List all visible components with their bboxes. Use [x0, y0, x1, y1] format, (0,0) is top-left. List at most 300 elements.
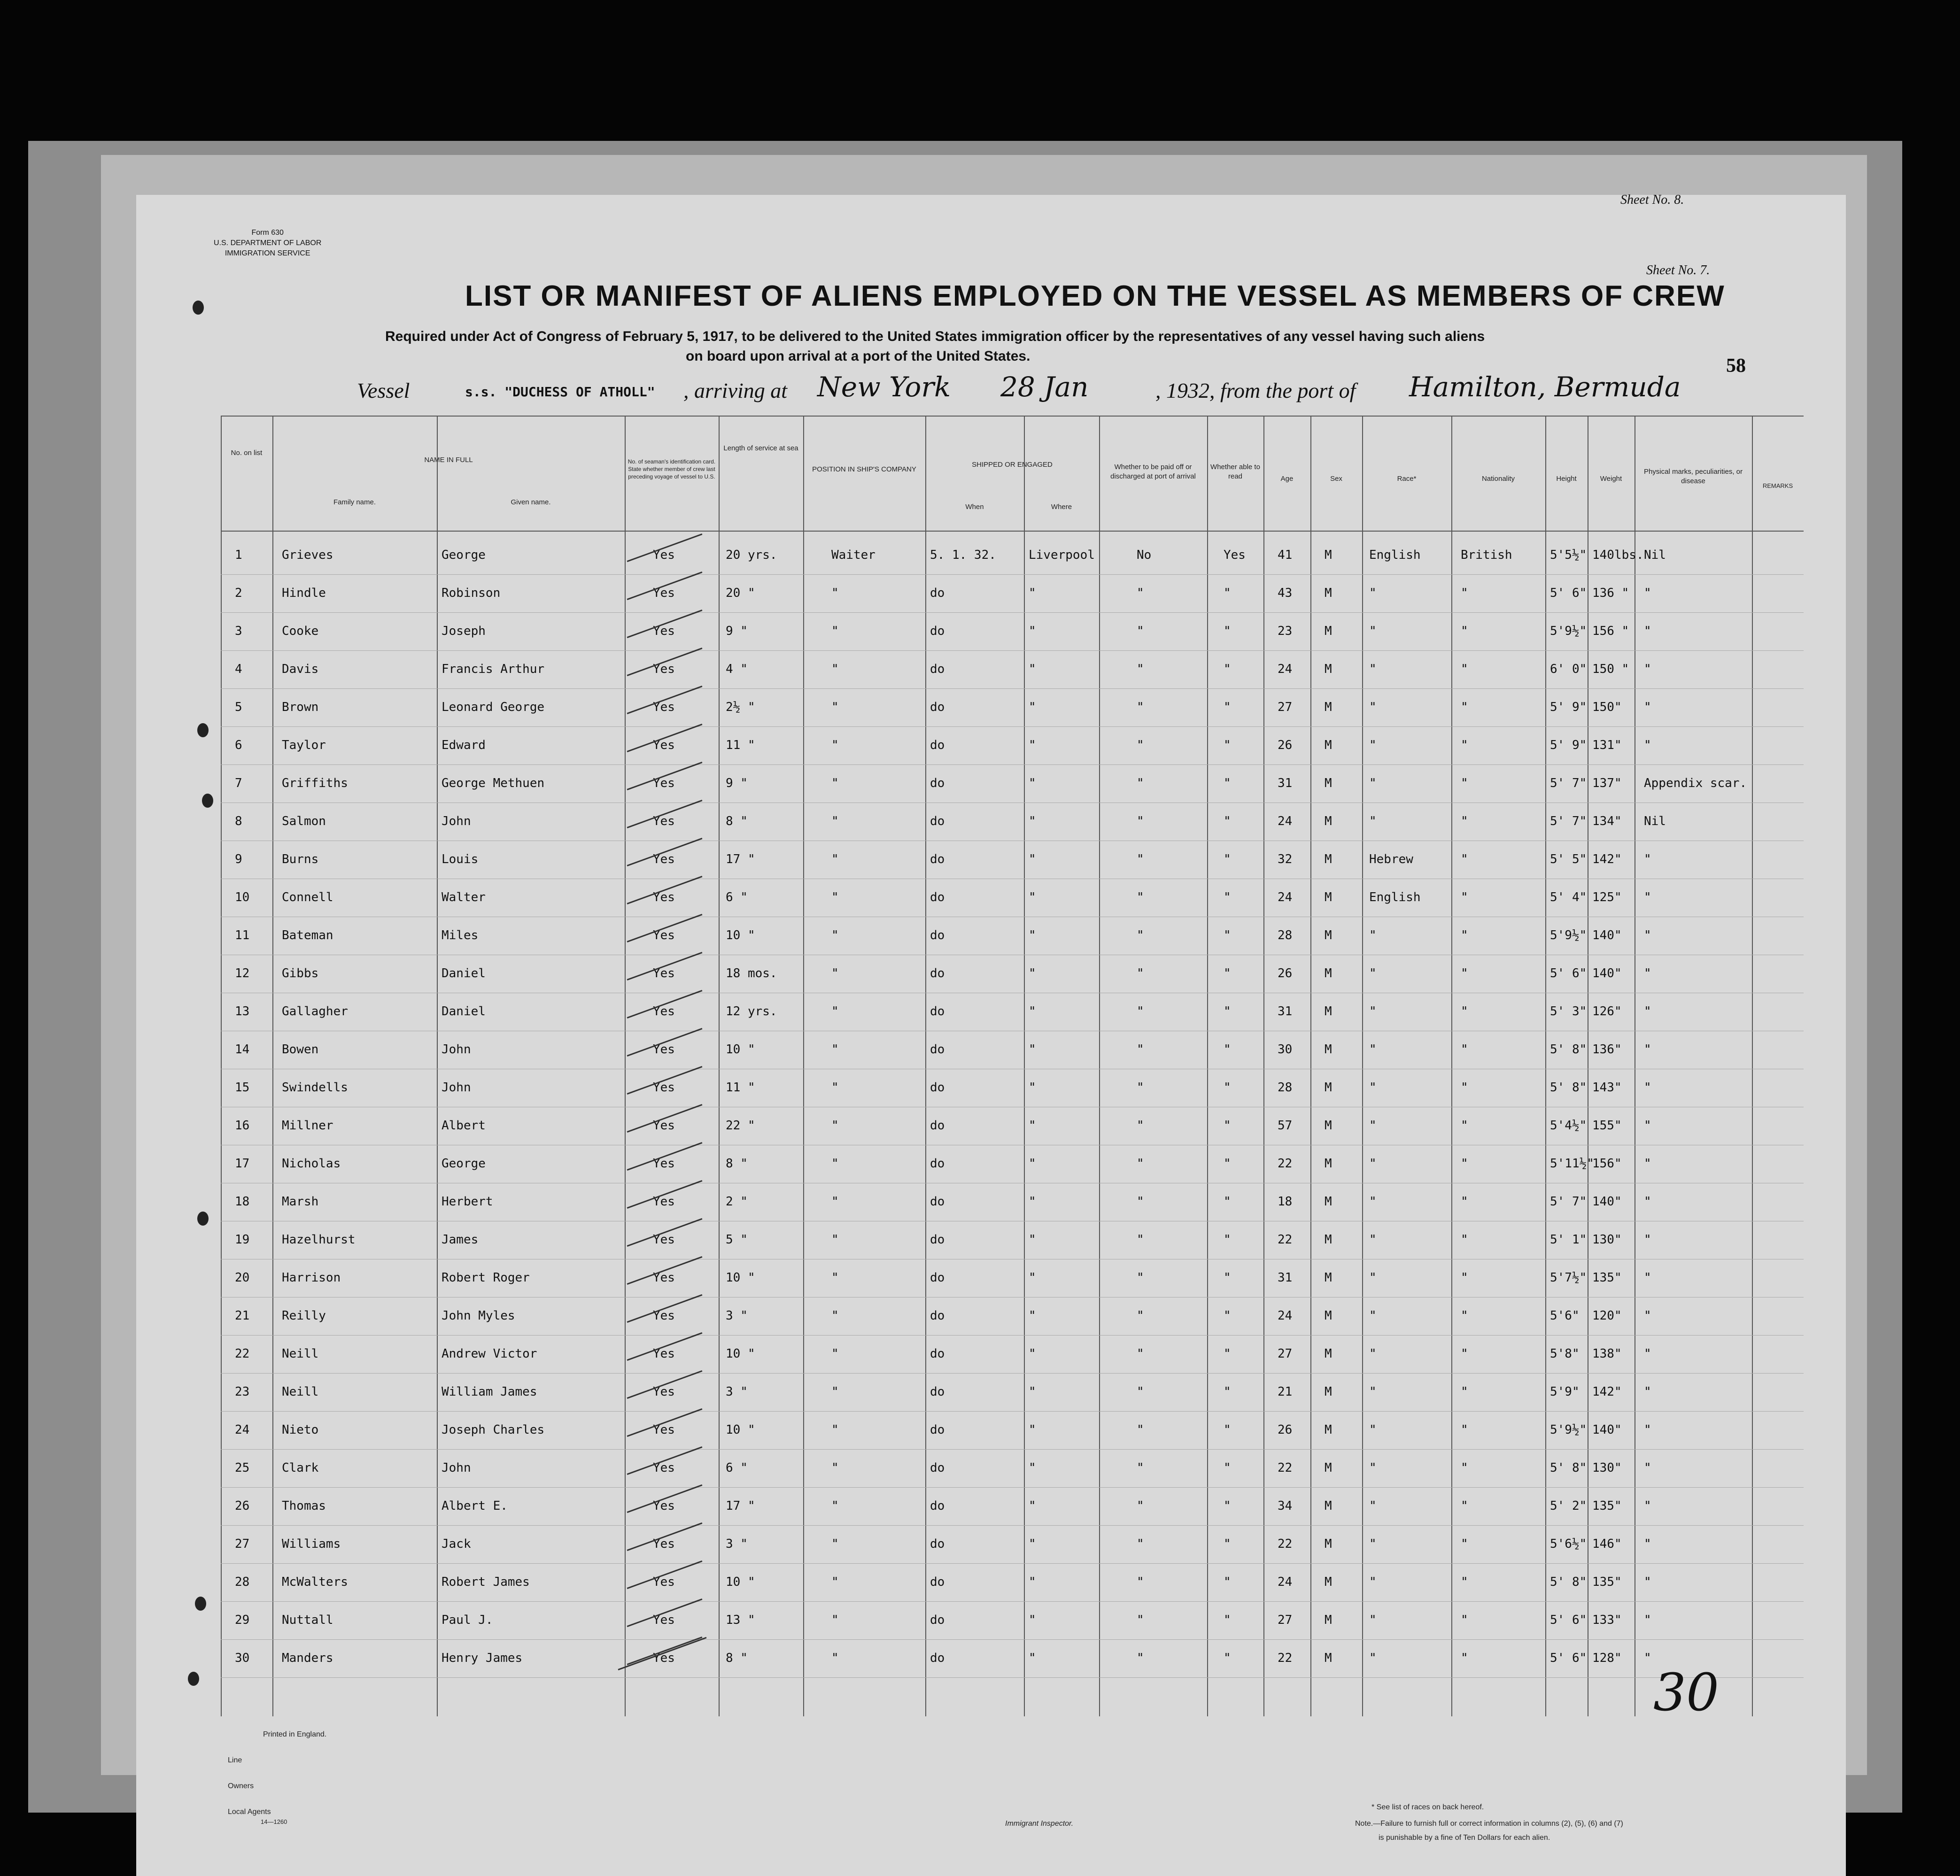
cell-sex: M: [1325, 1347, 1332, 1361]
header-no-on-list: No. on list: [231, 449, 263, 457]
cell-row-number: 5: [235, 700, 242, 714]
cell-length-of-service: 6 ": [726, 890, 748, 904]
cell-physical-marks: ": [1644, 1042, 1651, 1057]
cell-physical-marks: ": [1644, 586, 1651, 600]
binder-hole: [197, 1212, 209, 1226]
table-row: [221, 614, 1804, 651]
row-rule: [221, 1677, 1804, 1678]
cell-nationality: ": [1461, 1537, 1468, 1551]
cell-shipped-when: do: [930, 700, 945, 714]
cell-length-of-service: 18 mos.: [726, 966, 777, 980]
cell-sex: M: [1325, 1233, 1332, 1247]
cell-prior-voyage: Yes: [653, 1195, 675, 1209]
cell-position: ": [831, 1081, 839, 1095]
cell-physical-marks: ": [1644, 1347, 1651, 1361]
table-row: [221, 1413, 1804, 1450]
header-nationality: Nationality: [1481, 475, 1515, 483]
cell-family-name: Clark: [282, 1461, 319, 1475]
cell-weight: 133": [1592, 1613, 1622, 1627]
cell-shipped-when: do: [930, 1461, 945, 1475]
cell-shipped-when: do: [930, 1195, 945, 1209]
cell-family-name: Millner: [282, 1119, 333, 1133]
cell-position: ": [831, 1385, 839, 1399]
cell-height: 5'4½": [1550, 1119, 1587, 1133]
cell-shipped-where: Liverpool: [1029, 548, 1095, 562]
cell-weight: 130": [1592, 1233, 1622, 1247]
cell-row-number: 15: [235, 1081, 250, 1095]
cell-able-to-read: ": [1224, 1347, 1231, 1361]
cell-race: ": [1369, 1613, 1377, 1627]
cell-length-of-service: 10 ": [726, 1423, 755, 1437]
cell-age: 34: [1278, 1499, 1293, 1513]
cell-shipped-when: do: [930, 1081, 945, 1095]
inspector-label: Immigrant Inspector.: [1005, 1820, 1074, 1828]
header-sex: Sex: [1330, 475, 1342, 483]
header-where: Where: [1051, 503, 1072, 511]
cell-row-number: 14: [235, 1042, 250, 1057]
cell-age: 24: [1278, 1575, 1293, 1589]
header-length-of-service: Length of service at sea: [723, 444, 798, 452]
cell-physical-marks: ": [1644, 1081, 1651, 1095]
row-rule: [221, 1563, 1804, 1564]
cell-sex: M: [1325, 1385, 1332, 1399]
table-row: [221, 1108, 1804, 1146]
cell-shipped-where: ": [1029, 1004, 1036, 1019]
header-shipped-engaged: SHIPPED OR ENGAGED: [972, 461, 1053, 469]
cell-shipped-when: do: [930, 928, 945, 942]
cell-nationality: ": [1461, 852, 1468, 866]
cell-physical-marks: Nil: [1644, 814, 1666, 828]
cell-shipped-where: ": [1029, 928, 1036, 942]
cell-length-of-service: 10 ": [726, 1347, 755, 1361]
cell-able-to-read: ": [1224, 1423, 1231, 1437]
cell-height: 5' 7": [1550, 1195, 1587, 1209]
service: IMMIGRATION SERVICE: [225, 249, 310, 257]
cell-row-number: 6: [235, 738, 242, 752]
cell-position: ": [831, 1537, 839, 1551]
cell-sex: M: [1325, 1271, 1332, 1285]
cell-position: ": [831, 624, 839, 638]
cell-race: ": [1369, 624, 1377, 638]
cell-race: ": [1369, 1042, 1377, 1057]
cell-height: 5'9½": [1550, 624, 1587, 638]
cell-height: 5' 6": [1550, 1613, 1587, 1627]
table-row: [221, 880, 1804, 918]
cell-family-name: Grieves: [282, 548, 333, 562]
cell-row-number: 12: [235, 966, 250, 980]
cell-position: ": [831, 890, 839, 904]
table-row: [221, 918, 1804, 956]
cell-nationality: ": [1461, 814, 1468, 828]
cell-shipped-where: ": [1029, 1461, 1036, 1475]
cell-given-name: Edward: [442, 738, 486, 752]
cell-age: 24: [1278, 890, 1293, 904]
cell-weight: 135": [1592, 1499, 1622, 1513]
cell-nationality: ": [1461, 1613, 1468, 1627]
cell-given-name: Robert James: [442, 1575, 530, 1589]
cell-length-of-service: 20 yrs.: [726, 548, 777, 562]
cell-physical-marks: ": [1644, 1233, 1651, 1247]
cell-shipped-when: do: [930, 1347, 945, 1361]
cell-given-name: George: [442, 548, 486, 562]
page-number: 58: [1726, 355, 1746, 377]
cell-family-name: Williams: [282, 1537, 341, 1551]
cell-position: ": [831, 1119, 839, 1133]
cell-paid-off: ": [1137, 852, 1144, 866]
cell-prior-voyage: Yes: [653, 1385, 675, 1399]
cell-family-name: Burns: [282, 852, 319, 866]
cell-sex: M: [1325, 1499, 1332, 1513]
cell-physical-marks: ": [1644, 966, 1651, 980]
cell-position: Waiter: [831, 548, 875, 562]
table-row: [221, 1032, 1804, 1070]
line-label: Line: [228, 1756, 242, 1764]
cell-sex: M: [1325, 890, 1332, 904]
cell-nationality: ": [1461, 776, 1468, 790]
cell-shipped-where: ": [1029, 814, 1036, 828]
cell-sex: M: [1325, 966, 1332, 980]
cell-nationality: ": [1461, 1233, 1468, 1247]
cell-row-number: 8: [235, 814, 242, 828]
cell-prior-voyage: Yes: [653, 814, 675, 828]
cell-able-to-read: ": [1224, 1537, 1231, 1551]
cell-shipped-when: do: [930, 1157, 945, 1171]
cell-race: ": [1369, 928, 1377, 942]
cell-family-name: Swindells: [282, 1081, 348, 1095]
cell-given-name: William James: [442, 1385, 537, 1399]
cell-row-number: 22: [235, 1347, 250, 1361]
cell-length-of-service: 10 ": [726, 928, 755, 942]
cell-physical-marks: Nil: [1644, 548, 1666, 562]
cell-position: ": [831, 700, 839, 714]
cell-shipped-when: 5. 1. 32.: [930, 548, 996, 562]
cell-sex: M: [1325, 1423, 1332, 1437]
table-row: [221, 804, 1804, 841]
row-rule: [221, 726, 1804, 727]
cell-prior-voyage: Yes: [653, 928, 675, 942]
cell-nationality: ": [1461, 966, 1468, 980]
year-label: , 1932, from the port of: [1155, 378, 1356, 402]
cell-height: 5' 8": [1550, 1081, 1587, 1095]
cell-able-to-read: ": [1224, 1575, 1231, 1589]
cell-age: 43: [1278, 586, 1293, 600]
cell-position: ": [831, 1423, 839, 1437]
table-row: [221, 842, 1804, 880]
cell-able-to-read: ": [1224, 586, 1231, 600]
cell-shipped-when: do: [930, 1271, 945, 1285]
cell-row-number: 25: [235, 1461, 250, 1475]
cell-height: 5'5½": [1550, 548, 1587, 562]
cell-paid-off: ": [1137, 966, 1144, 980]
cell-race: ": [1369, 1461, 1377, 1475]
cell-given-name: Albert E.: [442, 1499, 508, 1513]
cell-given-name: Albert: [442, 1119, 486, 1133]
cell-able-to-read: ": [1224, 1271, 1231, 1285]
cell-sex: M: [1325, 814, 1332, 828]
cell-shipped-when: do: [930, 1119, 945, 1133]
cell-prior-voyage: Yes: [653, 1157, 675, 1171]
cell-prior-voyage: Yes: [653, 890, 675, 904]
table-row: [221, 1489, 1804, 1526]
cell-age: 22: [1278, 1651, 1293, 1665]
table-row: [221, 1260, 1804, 1298]
cell-shipped-when: do: [930, 890, 945, 904]
cell-height: 5' 3": [1550, 1004, 1587, 1019]
cell-length-of-service: 2 ": [726, 1195, 748, 1209]
cell-given-name: John: [442, 1461, 471, 1475]
cell-age: 26: [1278, 1423, 1293, 1437]
cell-prior-voyage: Yes: [653, 966, 675, 980]
cell-height: 5'9": [1550, 1385, 1580, 1399]
binder-hole: [193, 301, 204, 315]
cell-nationality: ": [1461, 1651, 1468, 1665]
cell-position: ": [831, 1004, 839, 1019]
cell-sex: M: [1325, 1119, 1332, 1133]
cell-able-to-read: ": [1224, 1195, 1231, 1209]
cell-shipped-where: ": [1029, 586, 1036, 600]
cell-race: ": [1369, 1271, 1377, 1285]
cell-race: ": [1369, 1651, 1377, 1665]
cell-nationality: ": [1461, 738, 1468, 752]
cell-age: 31: [1278, 776, 1293, 790]
cell-row-number: 24: [235, 1423, 250, 1437]
cell-nationality: ": [1461, 624, 1468, 638]
header-race: Race*: [1397, 475, 1417, 483]
cell-height: 5' 6": [1550, 586, 1587, 600]
cell-able-to-read: ": [1224, 1309, 1231, 1323]
cell-shipped-where: ": [1029, 852, 1036, 866]
cell-paid-off: ": [1137, 586, 1144, 600]
cell-physical-marks: ": [1644, 1309, 1651, 1323]
cell-given-name: John: [442, 814, 471, 828]
table-row: [221, 1451, 1804, 1488]
cell-length-of-service: 3 ": [726, 1309, 748, 1323]
cell-shipped-where: ": [1029, 1613, 1036, 1627]
cell-nationality: ": [1461, 1461, 1468, 1475]
cell-physical-marks: ": [1644, 1575, 1651, 1589]
cell-prior-voyage: Yes: [653, 1271, 675, 1285]
cell-height: 5' 9": [1550, 700, 1587, 714]
row-rule: [221, 650, 1804, 651]
row-rule: [221, 688, 1804, 689]
cell-position: ": [831, 1233, 839, 1247]
cell-shipped-where: ": [1029, 776, 1036, 790]
cell-race: ": [1369, 1423, 1377, 1437]
cell-physical-marks: ": [1644, 700, 1651, 714]
cell-shipped-when: do: [930, 1004, 945, 1019]
cell-given-name: Leonard George: [442, 700, 545, 714]
cell-height: 5' 7": [1550, 814, 1587, 828]
binder-hole: [195, 1597, 206, 1611]
total-count: 30: [1653, 1662, 1719, 1722]
table-row: [221, 728, 1804, 765]
cell-weight: 125": [1592, 890, 1622, 904]
cell-family-name: Brown: [282, 700, 319, 714]
table-row: [221, 1184, 1804, 1222]
cell-row-number: 2: [235, 586, 242, 600]
cell-race: English: [1369, 890, 1421, 904]
cell-nationality: ": [1461, 586, 1468, 600]
cell-row-number: 20: [235, 1271, 250, 1285]
cell-family-name: Cooke: [282, 624, 319, 638]
table-rule: [221, 416, 1804, 417]
cell-shipped-when: do: [930, 814, 945, 828]
cell-paid-off: ": [1137, 776, 1144, 790]
cell-row-number: 11: [235, 928, 250, 942]
cell-weight: 135": [1592, 1575, 1622, 1589]
cell-nationality: ": [1461, 1081, 1468, 1095]
cell-sex: M: [1325, 548, 1332, 562]
cell-row-number: 9: [235, 852, 242, 866]
cell-family-name: Griffiths: [282, 776, 348, 790]
cell-paid-off: ": [1137, 624, 1144, 638]
table-row: [221, 576, 1804, 613]
cell-shipped-where: ": [1029, 1195, 1036, 1209]
cell-shipped-when: do: [930, 586, 945, 600]
cell-physical-marks: ": [1644, 1385, 1651, 1399]
cell-shipped-where: ": [1029, 700, 1036, 714]
cell-given-name: Daniel: [442, 1004, 486, 1019]
cell-length-of-service: 3 ": [726, 1385, 748, 1399]
cell-shipped-where: ": [1029, 966, 1036, 980]
cell-sex: M: [1325, 1081, 1332, 1095]
cell-height: 5'6": [1550, 1309, 1580, 1323]
cell-length-of-service: 5 ": [726, 1233, 748, 1247]
page-title: LIST OR MANIFEST OF ALIENS EMPLOYED ON THE VESSEL AS MEMBERS OF CREW: [465, 280, 1725, 312]
cell-nationality: ": [1461, 1385, 1468, 1399]
cell-paid-off: ": [1137, 1233, 1144, 1247]
cell-physical-marks: ": [1644, 928, 1651, 942]
cell-row-number: 21: [235, 1309, 250, 1323]
cell-family-name: Neill: [282, 1347, 319, 1361]
cell-paid-off: ": [1137, 1385, 1144, 1399]
form-block: [214, 228, 321, 259]
cell-nationality: ": [1461, 662, 1468, 676]
cell-nationality: British: [1461, 548, 1512, 562]
cell-given-name: George Methuen: [442, 776, 545, 790]
cell-able-to-read: ": [1224, 700, 1231, 714]
cell-given-name: John Myles: [442, 1309, 515, 1323]
cell-length-of-service: 6 ": [726, 1461, 748, 1475]
cell-weight: 150 ": [1592, 662, 1629, 676]
cell-able-to-read: ": [1224, 738, 1231, 752]
cell-given-name: Robinson: [442, 586, 501, 600]
cell-paid-off: ": [1137, 928, 1144, 942]
cell-family-name: Reilly: [282, 1309, 326, 1323]
cell-paid-off: ": [1137, 738, 1144, 752]
cell-age: 24: [1278, 1309, 1293, 1323]
cell-height: 5' 7": [1550, 776, 1587, 790]
cell-paid-off: ": [1137, 890, 1144, 904]
cell-position: ": [831, 928, 839, 942]
cell-able-to-read: ": [1224, 1081, 1231, 1095]
cell-able-to-read: ": [1224, 1461, 1231, 1475]
table-row: [221, 1565, 1804, 1602]
cell-paid-off: ": [1137, 1119, 1144, 1133]
cell-race: ": [1369, 1195, 1377, 1209]
cell-age: 27: [1278, 1347, 1293, 1361]
table-row: [221, 1527, 1804, 1564]
cell-shipped-where: ": [1029, 1385, 1036, 1399]
table-row: [221, 1222, 1804, 1260]
cell-paid-off: ": [1137, 814, 1144, 828]
cell-length-of-service: 9 ": [726, 624, 748, 638]
cell-physical-marks: ": [1644, 1461, 1651, 1475]
header-height: Height: [1556, 475, 1577, 483]
cell-prior-voyage: Yes: [653, 1042, 675, 1057]
cell-able-to-read: ": [1224, 1233, 1231, 1247]
binder-hole: [197, 723, 209, 737]
row-rule: [221, 612, 1804, 613]
cell-row-number: 4: [235, 662, 242, 676]
cell-weight: 155": [1592, 1119, 1622, 1133]
cell-height: 5' 2": [1550, 1499, 1587, 1513]
cell-given-name: George: [442, 1157, 486, 1171]
cell-race: ": [1369, 662, 1377, 676]
from-port: Hamilton, Bermuda: [1409, 371, 1681, 403]
cell-race: ": [1369, 966, 1377, 980]
cell-length-of-service: 11 ": [726, 738, 755, 752]
table-row: [221, 1603, 1804, 1640]
cell-age: 18: [1278, 1195, 1293, 1209]
cell-height: 5' 4": [1550, 890, 1587, 904]
cell-race: ": [1369, 1157, 1377, 1171]
cell-family-name: Harrison: [282, 1271, 341, 1285]
cell-position: ": [831, 852, 839, 866]
cell-nationality: ": [1461, 1499, 1468, 1513]
cell-race: ": [1369, 1347, 1377, 1361]
cell-height: 5'11½": [1550, 1157, 1594, 1171]
cell-sex: M: [1325, 1195, 1332, 1209]
cell-nationality: ": [1461, 1271, 1468, 1285]
table-row: [221, 1336, 1804, 1374]
cell-height: 5' 8": [1550, 1042, 1587, 1057]
cell-prior-voyage: Yes: [653, 1423, 675, 1437]
cell-nationality: ": [1461, 1042, 1468, 1057]
cell-sex: M: [1325, 928, 1332, 942]
row-rule: [221, 1525, 1804, 1526]
cell-nationality: ": [1461, 1309, 1468, 1323]
table-row: [221, 1641, 1804, 1678]
cell-age: 26: [1278, 738, 1293, 752]
vessel-name: s.s. "DUCHESS OF ATHOLL": [465, 384, 655, 400]
cell-given-name: Henry James: [442, 1651, 523, 1665]
form-code: 14—1260: [261, 1818, 287, 1825]
cell-weight: 140": [1592, 1423, 1622, 1437]
cell-able-to-read: ": [1224, 1385, 1231, 1399]
cell-shipped-when: do: [930, 1613, 945, 1627]
cell-physical-marks: ": [1644, 624, 1651, 638]
cell-row-number: 13: [235, 1004, 250, 1019]
row-rule: [221, 574, 1804, 575]
cell-length-of-service: 22 ": [726, 1119, 755, 1133]
cell-age: 21: [1278, 1385, 1293, 1399]
cell-physical-marks: ": [1644, 1651, 1651, 1665]
cell-paid-off: ": [1137, 662, 1144, 676]
cell-given-name: Herbert: [442, 1195, 493, 1209]
cell-weight: 120": [1592, 1309, 1622, 1323]
cell-weight: 137": [1592, 776, 1622, 790]
cell-length-of-service: 13 ": [726, 1613, 755, 1627]
cell-length-of-service: 10 ": [726, 1575, 755, 1589]
cell-family-name: Gibbs: [282, 966, 319, 980]
cell-able-to-read: ": [1224, 1613, 1231, 1627]
vessel-label: Vessel: [357, 378, 410, 402]
cell-race: ": [1369, 1499, 1377, 1513]
cell-length-of-service: 9 ": [726, 776, 748, 790]
cell-age: 22: [1278, 1233, 1293, 1247]
cell-physical-marks: ": [1644, 1195, 1651, 1209]
